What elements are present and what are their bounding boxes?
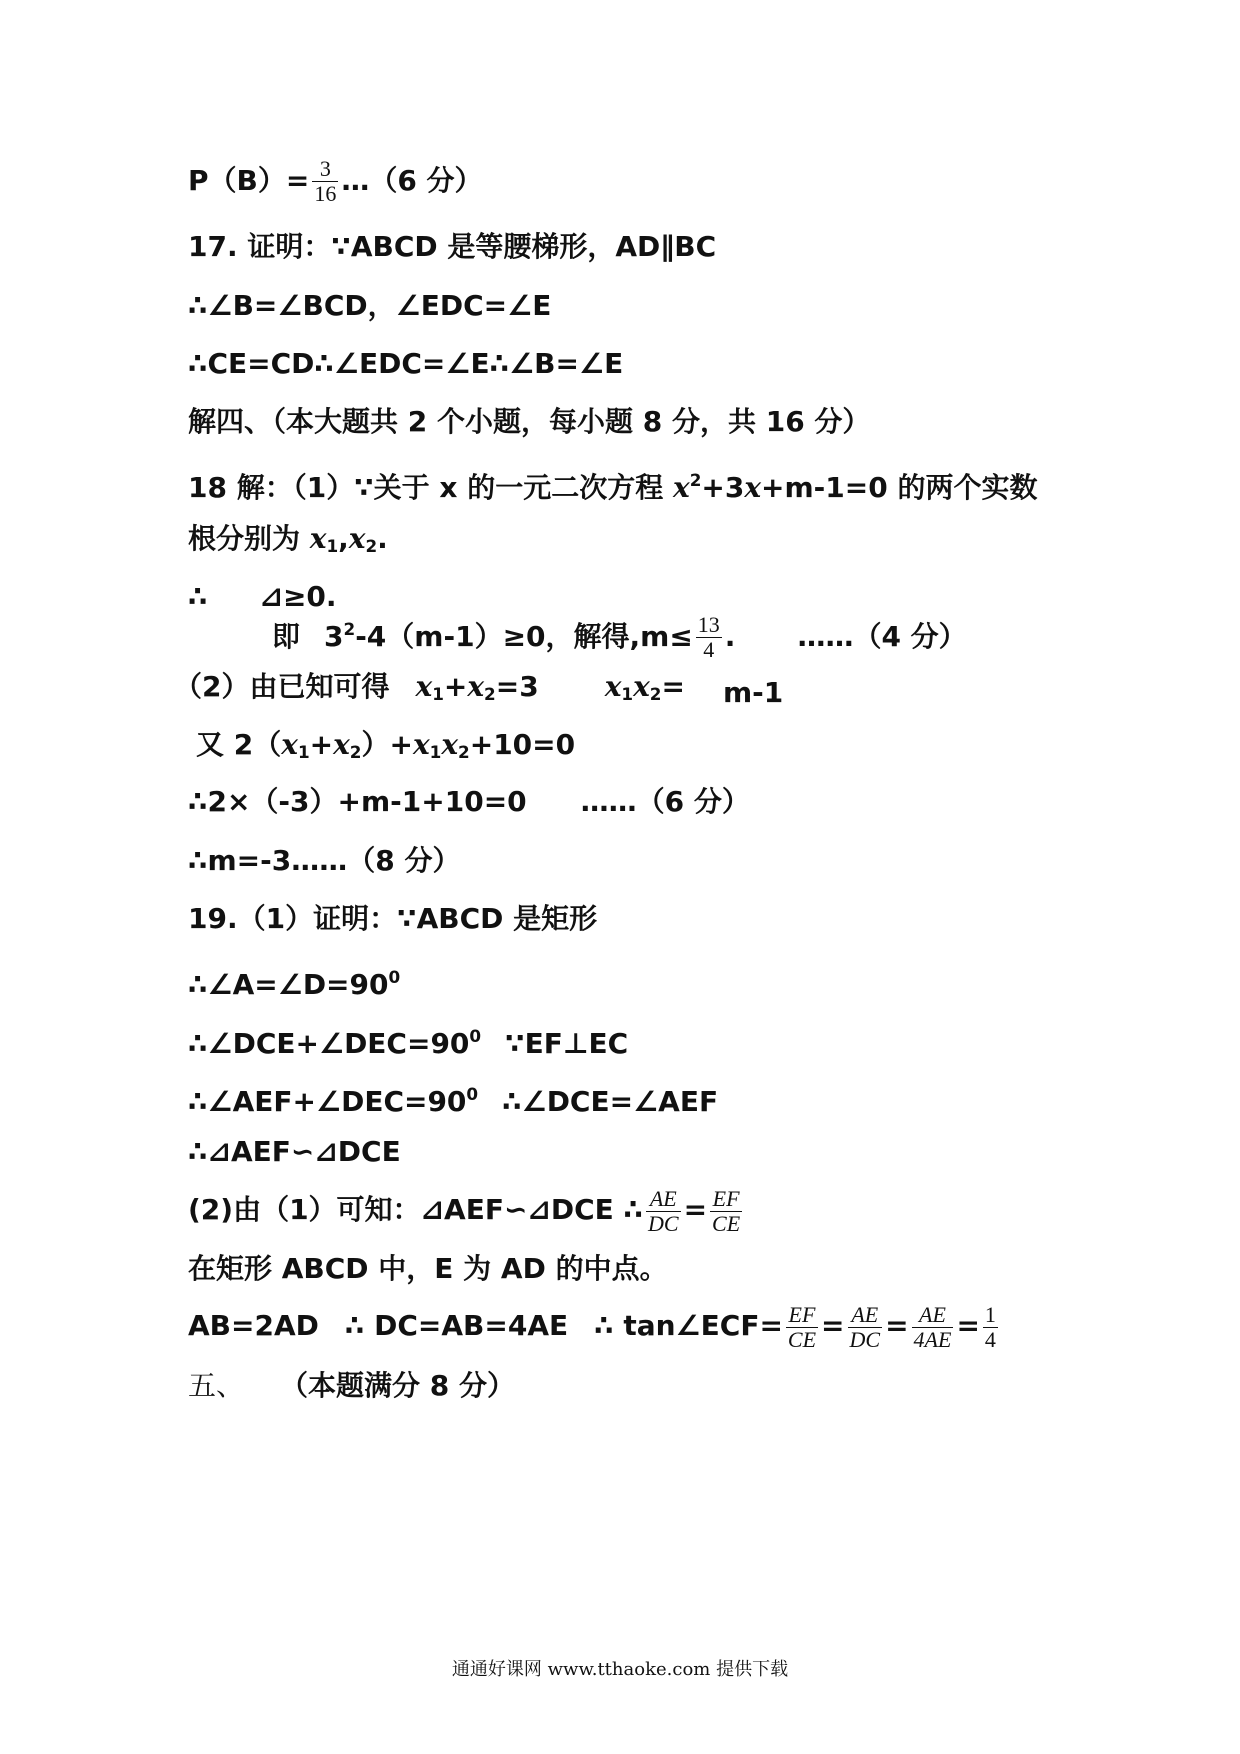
var-x: x <box>412 728 430 761</box>
numerator: AE <box>851 1301 879 1327</box>
denominator: CE <box>787 1326 817 1352</box>
denominator: 4 <box>703 637 715 663</box>
line-18-problem <box>188 455 1037 505</box>
denominator: CE <box>712 1210 741 1236</box>
score: ……（4 分） <box>797 619 967 653</box>
var-x: x <box>441 728 459 761</box>
subscript: 2 <box>365 536 378 557</box>
text: …（6 分） <box>341 164 483 197</box>
text: + <box>443 670 468 703</box>
var-x: x <box>333 728 350 761</box>
numerator: 1 <box>984 1301 996 1327</box>
subscript: 1 <box>429 742 442 763</box>
subscript: 1 <box>621 684 634 705</box>
degree-superscript: 0 <box>388 967 401 987</box>
var-x: x <box>604 670 622 703</box>
text: ∴∠DCE+∠DEC=90 <box>188 1026 470 1060</box>
var-x: x <box>415 670 433 703</box>
fraction <box>786 1303 818 1352</box>
text: 即 <box>272 619 301 653</box>
text: ∴ DC=AB=4AE <box>344 1309 569 1342</box>
numerator: 3 <box>319 155 331 181</box>
text: (2)由（1）可知：⊿AEF∽⊿DCE ∴ <box>188 1193 644 1226</box>
text: . <box>377 522 388 555</box>
text: ∴ tan∠ECF= <box>594 1309 783 1342</box>
text: -4（m-1）≥0，解得,m≤ <box>355 619 693 653</box>
line-angles-2: ∴CE=CD∴∠EDC=∠E∴∠B=∠E <box>188 347 624 380</box>
fraction <box>312 157 338 206</box>
section-4-heading: 解四、（本大题共 2 个小题，每小题 8 分，共 16 分） <box>188 405 871 438</box>
var-x: x <box>309 522 327 555</box>
var-x: x <box>672 470 690 504</box>
line-angles-1: ∴∠B=∠BCD，∠EDC=∠E <box>188 289 552 322</box>
degree-superscript: 0 <box>469 1026 482 1046</box>
text: +3 <box>701 470 745 504</box>
line-17-proof: 17. 证明：∵ABCD 是等腰梯形，AD∥BC <box>188 230 717 263</box>
line-inequality <box>272 602 967 663</box>
text: ∴∠DCE=∠AEF <box>502 1084 719 1118</box>
fraction <box>696 613 722 662</box>
line-angle-sum-2 <box>188 1069 718 1119</box>
line-result: ∴m=-3……（8 分） <box>188 844 461 877</box>
subscript: 2 <box>349 742 362 763</box>
text: , <box>338 522 349 555</box>
section-5-heading <box>188 1361 515 1411</box>
exponent: 2 <box>689 470 702 490</box>
denominator: 4 <box>984 1326 996 1352</box>
text: 3 <box>324 619 344 653</box>
text: =3 <box>495 670 539 703</box>
line-right-angles <box>188 952 400 1002</box>
text: = <box>821 1309 845 1342</box>
line-ratio <box>188 1180 745 1240</box>
text: + <box>309 728 334 761</box>
text: ∵EF⊥EC <box>505 1026 629 1060</box>
text: 又 2（ <box>196 728 282 761</box>
denominator: DC <box>849 1326 881 1352</box>
subscript: 1 <box>326 536 339 557</box>
var-x: x <box>348 522 366 555</box>
var-x: x <box>744 470 762 504</box>
line-roots <box>188 514 388 564</box>
text: ∴∠A=∠D=90 <box>188 967 389 1001</box>
numerator: AE <box>919 1301 946 1327</box>
text: = <box>885 1309 909 1342</box>
text: （2）由已知可得 <box>174 670 390 703</box>
subscript: 2 <box>458 742 470 763</box>
text: m-1 <box>722 676 784 709</box>
text: +m-1=0 的两个实数 <box>761 470 1038 504</box>
line-probability <box>188 155 483 205</box>
text: ∴∠AEF+∠DEC=90 <box>188 1084 467 1118</box>
text: ∴2×（-3）+m-1+10=0 <box>188 785 527 818</box>
numerator: AE <box>649 1185 677 1211</box>
fraction <box>912 1303 954 1352</box>
text: 18 解：（1）∵关于 x 的一元二次方程 <box>188 470 673 504</box>
degree-superscript: 0 <box>466 1084 479 1104</box>
var-x: x <box>633 670 650 703</box>
text: = <box>683 1193 708 1226</box>
subscript: 1 <box>297 742 310 763</box>
line-midpoint: 在矩形 ABCD 中，E 为 AD 的中点。 <box>188 1252 668 1285</box>
text: = <box>956 1309 980 1342</box>
score: ……（6 分） <box>580 785 750 818</box>
text: 根分别为 <box>188 522 310 555</box>
fraction <box>848 1303 883 1352</box>
numerator: EF <box>712 1185 740 1211</box>
text: . <box>724 619 736 653</box>
subscript: 2 <box>649 684 662 705</box>
numerator: 13 <box>697 612 720 638</box>
line-given <box>196 720 575 770</box>
var-x: x <box>281 728 298 761</box>
exponent: 2 <box>343 619 356 639</box>
text: ⊿≥0. <box>259 580 337 613</box>
denominator: 4AE <box>913 1326 952 1352</box>
denominator: 16 <box>314 180 337 206</box>
line-similar: ∴⊿AEF∽⊿DCE <box>188 1135 401 1168</box>
line-19-proof: 19.（1）证明：∵ABCD 是矩形 <box>188 902 598 935</box>
footer-watermark: 通通好课网 www.tthaoke.com 提供下载 <box>451 1659 789 1680</box>
fraction <box>983 1303 998 1352</box>
line-substitution <box>188 777 750 827</box>
text: AB=2AD <box>188 1309 319 1342</box>
line-angle-sum-1 <box>188 1011 628 1061</box>
subscript: 2 <box>484 684 496 705</box>
text: ）+ <box>361 728 413 761</box>
text: 五、 <box>188 1369 245 1402</box>
therefore-symbol: ∴ <box>188 580 208 613</box>
fraction <box>710 1187 742 1236</box>
text: = <box>661 670 685 703</box>
numerator: EF <box>788 1301 816 1327</box>
subscript: 1 <box>432 684 444 705</box>
denominator: DC <box>648 1210 679 1236</box>
line-tangent <box>188 1296 1001 1356</box>
var-x: x <box>467 670 485 703</box>
text: +10=0 <box>469 728 576 761</box>
line-vieta <box>174 662 783 712</box>
text: （本题满分 8 分） <box>280 1369 515 1402</box>
text: P（B）= <box>188 164 310 197</box>
fraction <box>646 1187 681 1236</box>
